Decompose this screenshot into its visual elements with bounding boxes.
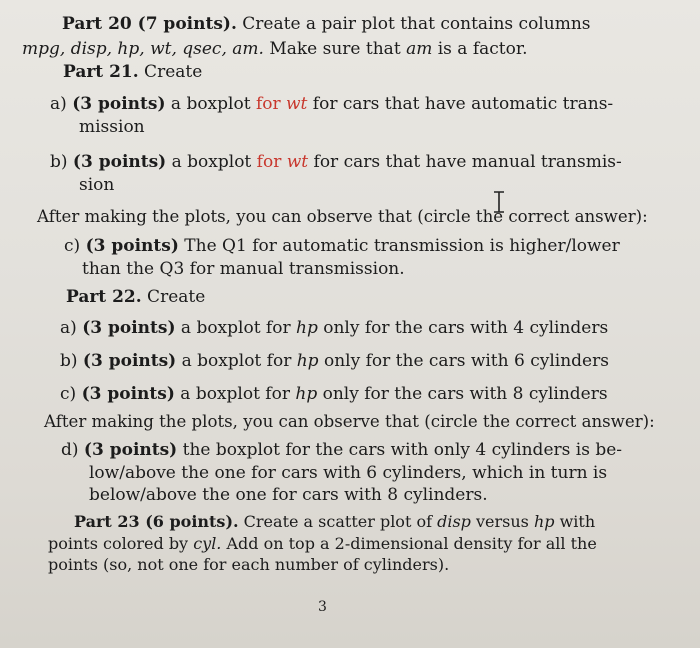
part22-item-a: [60, 318, 608, 338]
part22-d-line1-text: the boxplot for the cars with only 4 cylinders is be-: [177, 440, 623, 460]
part21-b-for: for: [256, 152, 282, 172]
part22-item-pre: a boxplot for: [174, 384, 296, 404]
part21-a-post: for cars that have automatic trans-: [307, 94, 614, 114]
part23-cyl: cyl.: [193, 534, 222, 553]
part20-am: am: [406, 39, 433, 59]
part21-b-label: b): [50, 152, 68, 172]
part22-d-line3: below/above the one for cars with 8 cylinders.: [89, 485, 488, 505]
part21-a-line2: [79, 117, 145, 137]
part21-a-pre: a boxplot: [165, 94, 256, 114]
part22-item-post: only for the cars with 6 cylinders: [318, 351, 609, 371]
part21-a-var: wt: [286, 94, 308, 114]
part23-line2b: Add on top a 2-dimensional density for all the: [221, 534, 597, 553]
part22-item-var: hp: [296, 318, 318, 338]
part22-d-label: d): [61, 440, 79, 460]
part23-heading: Part 23 (6 points).: [74, 512, 239, 531]
part23-line1: [74, 512, 595, 532]
part21-create: Create: [138, 62, 203, 82]
part20-columns: mpg, disp, hp, wt, qsec, am.: [22, 39, 264, 59]
part21-c-label: c): [64, 236, 81, 256]
part20-line2: [22, 39, 528, 59]
part22-item-post: only for the cars with 4 cylinders: [317, 318, 609, 338]
part23-text2: versus: [470, 512, 534, 531]
part21-a-cont: mission: [79, 117, 145, 137]
part21-a-for: for: [255, 94, 281, 114]
part22-item-var: hp: [295, 384, 318, 404]
part22-item-label: b): [60, 351, 78, 371]
part22-item-points: (3 points): [82, 318, 176, 338]
part23-disp: disp: [437, 512, 471, 531]
part20-text3: is a factor.: [432, 39, 528, 59]
part21-b-post: for cars that have manual transmis-: [308, 152, 622, 172]
part22-item-c: [60, 384, 608, 404]
part22-item-pre: a boxplot for: [176, 351, 297, 371]
part22-heading-line: [66, 287, 205, 307]
text-cursor-icon: [492, 191, 506, 213]
part21-b-cont: sion: [79, 175, 115, 195]
part21-c-points: (3 points): [85, 236, 179, 256]
part23-line2: [48, 534, 597, 554]
part20-text1: Create a pair plot that contains columns: [236, 14, 591, 34]
part21-c-line2: than the Q3 for manual transmission.: [82, 259, 405, 279]
part22-d-points: (3 points): [83, 440, 178, 460]
part23-text3: with: [554, 512, 596, 531]
part22-d-line1: [61, 440, 622, 460]
page-number: 3: [318, 599, 327, 615]
part21-b-line2: [79, 175, 114, 195]
part22-item-var: hp: [296, 351, 319, 371]
part22-item-label: a): [60, 318, 77, 338]
part22-item-post: only for the cars with 8 cylinders: [317, 384, 608, 404]
part20-line1: [62, 14, 591, 34]
part22-item-points: (3 points): [82, 351, 177, 371]
part21-a-line1: [50, 94, 613, 114]
part21-observe: After making the plots, you can observe that (circle the correct answer):: [37, 207, 648, 226]
part21-b-line1: [50, 152, 622, 172]
part21-b-points: (3 points): [72, 152, 167, 172]
part21-heading: Part 21.: [63, 62, 139, 82]
part22-d-line2: low/above the one for cars with 6 cylinders, which in turn is: [89, 463, 608, 483]
part22-create: Create: [141, 287, 206, 307]
part21-a-points: (3 points): [72, 94, 166, 114]
part20-text2: Make sure that: [263, 39, 407, 59]
part22-item-pre: a boxplot for: [175, 318, 296, 338]
part22-item-b: [60, 351, 609, 371]
part21-b-pre: a boxplot: [166, 152, 257, 172]
part21-heading-line: [63, 62, 202, 82]
part22-item-label: c): [60, 384, 77, 404]
part21-c-line1-text: The Q1 for automatic transmission is higher/lower: [178, 236, 620, 256]
part22-item-points: (3 points): [81, 384, 175, 404]
part21-a-label: a): [50, 94, 67, 114]
part22-heading: Part 22.: [66, 287, 142, 307]
part21-c-line1: [64, 236, 620, 256]
part20-heading: Part 20 (7 points).: [62, 14, 237, 34]
part23-line2a: points colored by: [48, 534, 194, 553]
part22-observe: After making the plots, you can observe that (circle the correct answer):: [44, 412, 655, 431]
part23-hp: hp: [533, 512, 555, 531]
part23-line3: points (so, not one for each number of cylinders).: [48, 555, 450, 574]
part21-b-var: wt: [286, 152, 309, 172]
part23-text1: Create a scatter plot of: [238, 512, 438, 531]
